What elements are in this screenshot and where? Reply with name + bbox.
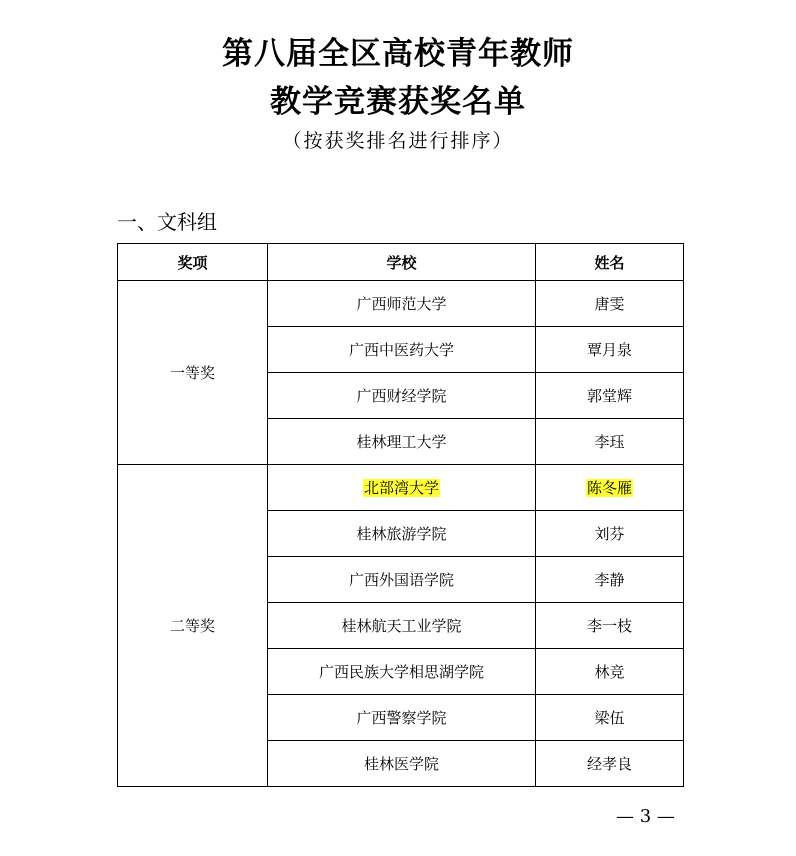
table-row — [118, 465, 684, 511]
school-cell: 广西中医药大学 — [268, 327, 536, 373]
school-cell: 广西民族大学相思湖学院 — [268, 649, 536, 695]
school-cell: 桂林医学院 — [268, 741, 536, 787]
award-table — [117, 243, 684, 787]
header-school: 学校 — [268, 244, 536, 281]
school-cell: 广西外国语学院 — [268, 557, 536, 603]
school-cell: 广西师范大学 — [268, 281, 536, 327]
school-cell — [268, 465, 536, 511]
school-cell: 桂林理工大学 — [268, 419, 536, 465]
name-cell: 郭堂辉 — [536, 373, 684, 419]
table-header-row — [118, 244, 684, 281]
section-heading: 一、文科组 — [117, 210, 217, 234]
document-title-line1: 第八届全区高校青年教师 — [222, 36, 574, 72]
document-subtitle: （按获奖排名进行排序） — [282, 130, 514, 152]
name-cell: 覃月泉 — [536, 327, 684, 373]
name-cell: 刘芬 — [536, 511, 684, 557]
school-cell: 桂林航天工业学院 — [268, 603, 536, 649]
name-cell: 林竞 — [536, 649, 684, 695]
school-cell: 广西警察学院 — [268, 695, 536, 741]
document-title-line2: 教学竞赛获奖名单 — [270, 84, 526, 120]
page-number: — 3 — — [616, 806, 675, 827]
name-cell: 李珏 — [536, 419, 684, 465]
award-cell-second: 二等奖 — [118, 465, 268, 787]
highlighted-school: 北部湾大学 — [363, 479, 439, 497]
table-row — [118, 281, 684, 327]
school-cell: 桂林旅游学院 — [268, 511, 536, 557]
school-cell: 广西财经学院 — [268, 373, 536, 419]
name-cell: 唐雯 — [536, 281, 684, 327]
name-cell: 李一枝 — [536, 603, 684, 649]
highlighted-name: 陈冬雁 — [586, 479, 632, 497]
header-award: 奖项 — [118, 244, 268, 281]
name-cell: 梁伍 — [536, 695, 684, 741]
name-cell: 李静 — [536, 557, 684, 603]
header-name: 姓名 — [536, 244, 684, 281]
name-cell — [536, 465, 684, 511]
award-cell-first: 一等奖 — [118, 281, 268, 465]
name-cell: 经孝良 — [536, 741, 684, 787]
